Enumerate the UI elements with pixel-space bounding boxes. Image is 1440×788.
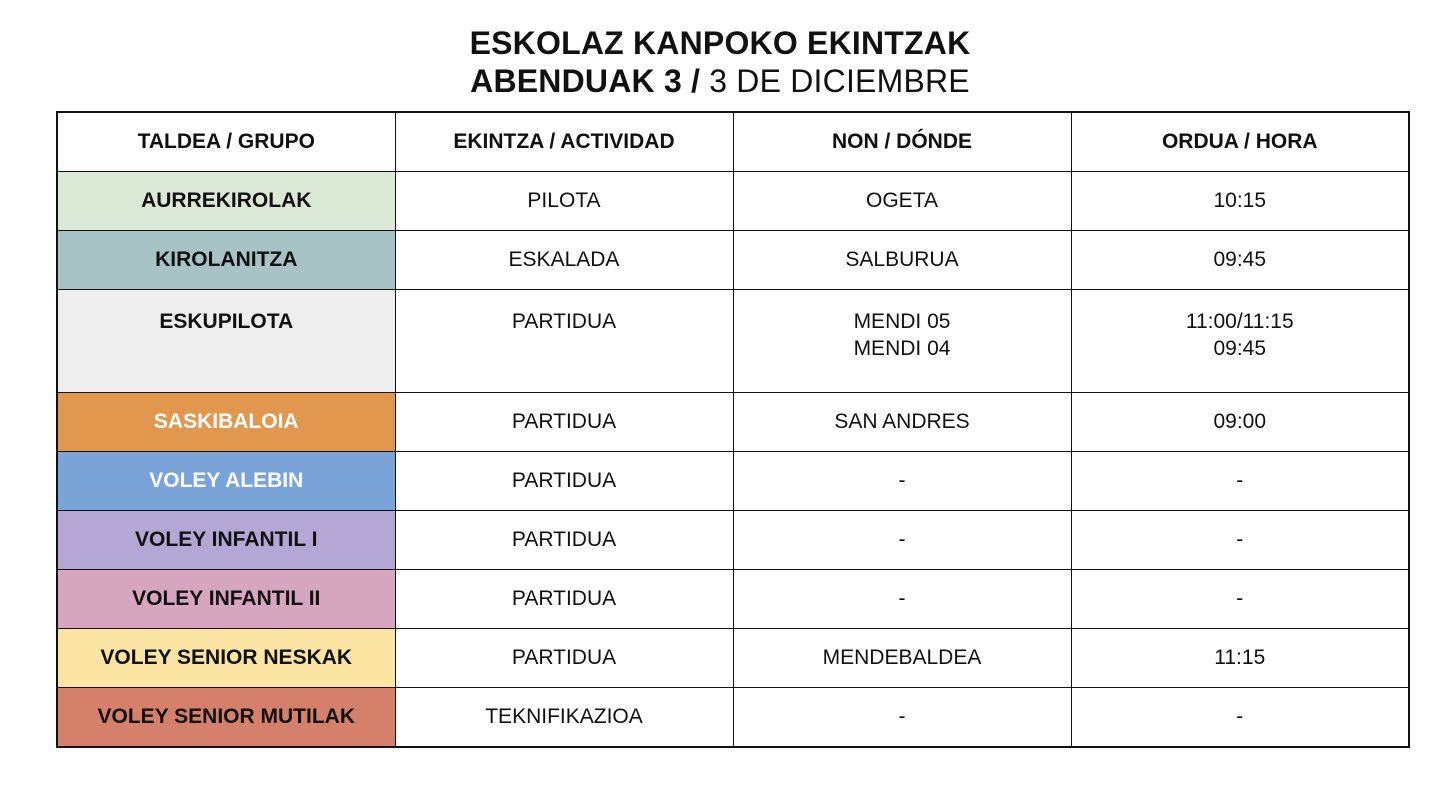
- header-activity: EKINTZA / ACTIVIDAD: [395, 112, 733, 172]
- cell-group: SASKIBALOIA: [57, 393, 395, 452]
- table-body: [57, 172, 1409, 748]
- cell-time: [1071, 231, 1409, 290]
- cell-activity: PARTIDUA: [395, 629, 733, 688]
- place-line: -: [898, 705, 906, 728]
- cell-time: [1071, 290, 1409, 393]
- place-line: SAN ANDRES: [834, 410, 970, 433]
- cell-group: VOLEY SENIOR MUTILAK: [57, 688, 395, 748]
- cell-activity: PARTIDUA: [395, 570, 733, 629]
- cell-place: [733, 570, 1071, 629]
- cell-activity: ESKALADA: [395, 231, 733, 290]
- table-row: [57, 688, 1409, 748]
- cell-place: [733, 231, 1071, 290]
- page-title: ESKOLAZ KANPOKO EKINTZAK: [469, 25, 971, 61]
- place-line: MENDEBALDEA: [822, 646, 982, 669]
- place-line: -: [898, 469, 906, 492]
- place-line: -: [898, 587, 906, 610]
- time-line: -: [1236, 528, 1244, 551]
- time-line: 11:00/11:15: [1185, 310, 1294, 333]
- cell-activity: PARTIDUA: [395, 393, 733, 452]
- cell-group: VOLEY ALEBIN: [57, 452, 395, 511]
- cell-group: VOLEY INFANTIL II: [57, 570, 395, 629]
- table-row: [57, 511, 1409, 570]
- cell-group: KIROLANITZA: [57, 231, 395, 290]
- time-line: -: [1236, 705, 1244, 728]
- cell-place: [733, 629, 1071, 688]
- header-place: NON / DÓNDE: [733, 112, 1071, 172]
- time-line: 09:45: [1213, 337, 1267, 360]
- place-line: MENDI 05: [853, 310, 951, 333]
- cell-place: [733, 511, 1071, 570]
- place-line: -: [898, 528, 906, 551]
- cell-place: [733, 393, 1071, 452]
- date-basque: ABENDUAK 3 /: [470, 63, 701, 99]
- cell-place: [733, 688, 1071, 748]
- place-line: SALBURUA: [845, 248, 959, 271]
- header-time: ORDUA / HORA: [1071, 112, 1409, 172]
- header-group: TALDEA / GRUPO: [57, 112, 395, 172]
- schedule-table: [56, 111, 1410, 748]
- cell-place: [733, 290, 1071, 393]
- cell-time: [1071, 393, 1409, 452]
- time-line: 10:15: [1213, 189, 1267, 212]
- cell-time: [1071, 688, 1409, 748]
- cell-group: VOLEY INFANTIL I: [57, 511, 395, 570]
- cell-activity: TEKNIFIKAZIOA: [395, 688, 733, 748]
- time-line: 09:45: [1213, 248, 1267, 271]
- time-line: -: [1236, 469, 1244, 492]
- page-subtitle: [0, 62, 1440, 100]
- table-header-row: [57, 112, 1409, 172]
- table-row: [57, 629, 1409, 688]
- cell-activity: PILOTA: [395, 172, 733, 231]
- cell-time: [1071, 172, 1409, 231]
- cell-group: VOLEY SENIOR NESKAK: [57, 629, 395, 688]
- cell-time: [1071, 452, 1409, 511]
- date-spanish: 3 DE DICIEMBRE: [709, 63, 970, 99]
- cell-place: [733, 172, 1071, 231]
- time-line: 09:00: [1213, 410, 1267, 433]
- cell-time: [1071, 629, 1409, 688]
- table-row: [57, 570, 1409, 629]
- table-row: [57, 231, 1409, 290]
- place-line: MENDI 04: [853, 337, 951, 360]
- table-row: [57, 172, 1409, 231]
- cell-activity: PARTIDUA: [395, 452, 733, 511]
- cell-time: [1071, 511, 1409, 570]
- cell-time: [1071, 570, 1409, 629]
- time-line: 11:15: [1214, 646, 1266, 669]
- cell-group: ESKUPILOTA: [57, 290, 395, 393]
- cell-activity: PARTIDUA: [395, 511, 733, 570]
- time-line: -: [1236, 587, 1244, 610]
- cell-activity: PARTIDUA: [395, 290, 733, 393]
- table-row: [57, 290, 1409, 393]
- cell-place: [733, 452, 1071, 511]
- cell-group: AURREKIROLAK: [57, 172, 395, 231]
- table-row: [57, 393, 1409, 452]
- table-row: [57, 452, 1409, 511]
- place-line: OGETA: [866, 189, 938, 212]
- title-block: [0, 24, 1440, 100]
